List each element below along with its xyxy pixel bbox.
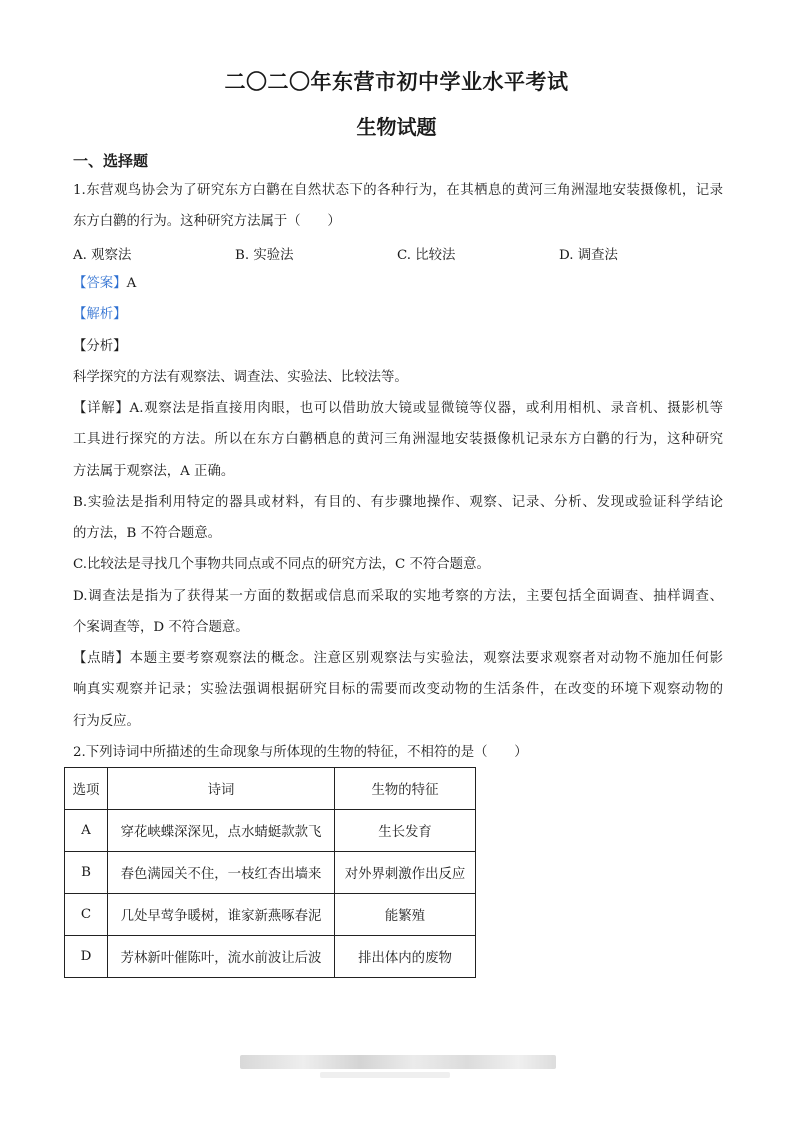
exam-subtitle: 生物试题 bbox=[356, 115, 437, 139]
answer-tag: 【答案】 bbox=[73, 276, 127, 291]
q1-option-c: C. 比较法 bbox=[397, 248, 456, 263]
q1-detail-line: C.比较法是寻找几个事物共同点或不同点的研究方法，C 不符合题意。 bbox=[73, 557, 490, 572]
q1-option-a: A. 观察法 bbox=[73, 248, 132, 263]
table-cell: 生长发育 bbox=[335, 810, 476, 852]
q1-detail-line: B.实验法是指利用特定的器具或材料，有目的、有步骤地操作、观察、记录、分析、发现或验证科学结论 bbox=[73, 495, 723, 510]
table-row bbox=[65, 810, 476, 852]
q1-answer-line bbox=[73, 275, 723, 293]
blurred-watermark bbox=[240, 1055, 556, 1069]
table-cell: D bbox=[65, 936, 108, 978]
table-cell: 排出体内的废物 bbox=[335, 936, 476, 978]
q1-detail-line: D.调查法是指为了获得某一方面的数据或信息而采取的实地考察的方法，主要包括全面调查、抽样调查、 bbox=[73, 589, 723, 604]
answer-value: A bbox=[126, 276, 137, 291]
table-header-cell: 诗词 bbox=[108, 768, 335, 810]
q1-detail-line: 【点睛】本题主要考察观察法的概念。注意区别观察法与实验法，观察法要求观察者对动物不施加任何影 bbox=[73, 651, 723, 666]
q1-detail-line: 方法属于观察法，A 正确。 bbox=[73, 464, 235, 479]
q1-detail-line: 响真实观察并记录；实验法强调根据研究目标的需要而改变动物的生活条件，在改变的环境下观察动物的 bbox=[73, 682, 723, 697]
q1-stem-line2: 东方白鹳的行为。这种研究方法属于（ ） bbox=[73, 214, 341, 229]
table-cell: 芳林新叶催陈叶，流水前波让后波 bbox=[108, 936, 335, 978]
q1-detail-line: 工具进行探究的方法。所以在东方白鹳栖息的黄河三角洲湿地安装摄像机记录东方白鹳的行为，这种研究 bbox=[73, 432, 723, 447]
q1-detail-line: 【详解】A.观察法是指直接用肉眼，也可以借助放大镜或显微镜等仪器，或利用相机、录音机、摄影机等 bbox=[73, 401, 723, 416]
q2-table bbox=[64, 767, 476, 978]
q1-stem-line1: 1.东营观鸟协会为了研究东方白鹳在自然状态下的各种行为，在其栖息的黄河三角洲湿地安装摄像机，记录 bbox=[73, 183, 723, 198]
table-cell: 几处早莺争暖树，谁家新燕啄春泥 bbox=[108, 894, 335, 936]
table-header-cell: 生物的特征 bbox=[335, 768, 476, 810]
exam-title: 二〇二〇年东营市初中学业水平考试 bbox=[224, 70, 569, 94]
table-cell: 能繁殖 bbox=[335, 894, 476, 936]
table-cell: C bbox=[65, 894, 108, 936]
blurred-watermark bbox=[320, 1072, 450, 1078]
table-cell: 对外界刺激作出反应 bbox=[335, 852, 476, 894]
q1-detail-line: 行为反应。 bbox=[73, 714, 140, 729]
q1-detail-line: 个案调查等，D 不符合题意。 bbox=[73, 620, 249, 635]
fenxi-tag: 【分析】 bbox=[73, 339, 127, 354]
q2-stem: 2.下列诗词中所描述的生命现象与所体现的生物的特征，不相符的是（ ） bbox=[73, 745, 528, 760]
table-cell: A bbox=[65, 810, 108, 852]
table-row bbox=[65, 852, 476, 894]
q1-detail-line: 的方法，B 不符合题意。 bbox=[73, 526, 222, 541]
table-cell: B bbox=[65, 852, 108, 894]
table-row bbox=[65, 894, 476, 936]
q1-intro: 科学探究的方法有观察法、调查法、实验法、比较法等。 bbox=[73, 370, 408, 385]
table-cell: 穿花峡蝶深深见，点水蜻蜓款款飞 bbox=[108, 810, 335, 852]
table-header-cell: 选项 bbox=[65, 768, 108, 810]
table-cell: 春色满园关不住，一枝红杏出墙来 bbox=[108, 852, 335, 894]
q1-option-d: D. 调查法 bbox=[559, 248, 618, 263]
analysis-tag: 【解析】 bbox=[73, 307, 127, 322]
table-header-row bbox=[65, 768, 476, 810]
section-heading: 一、选择题 bbox=[73, 152, 149, 170]
table-row bbox=[65, 936, 476, 978]
q1-option-b: B. 实验法 bbox=[235, 248, 294, 263]
